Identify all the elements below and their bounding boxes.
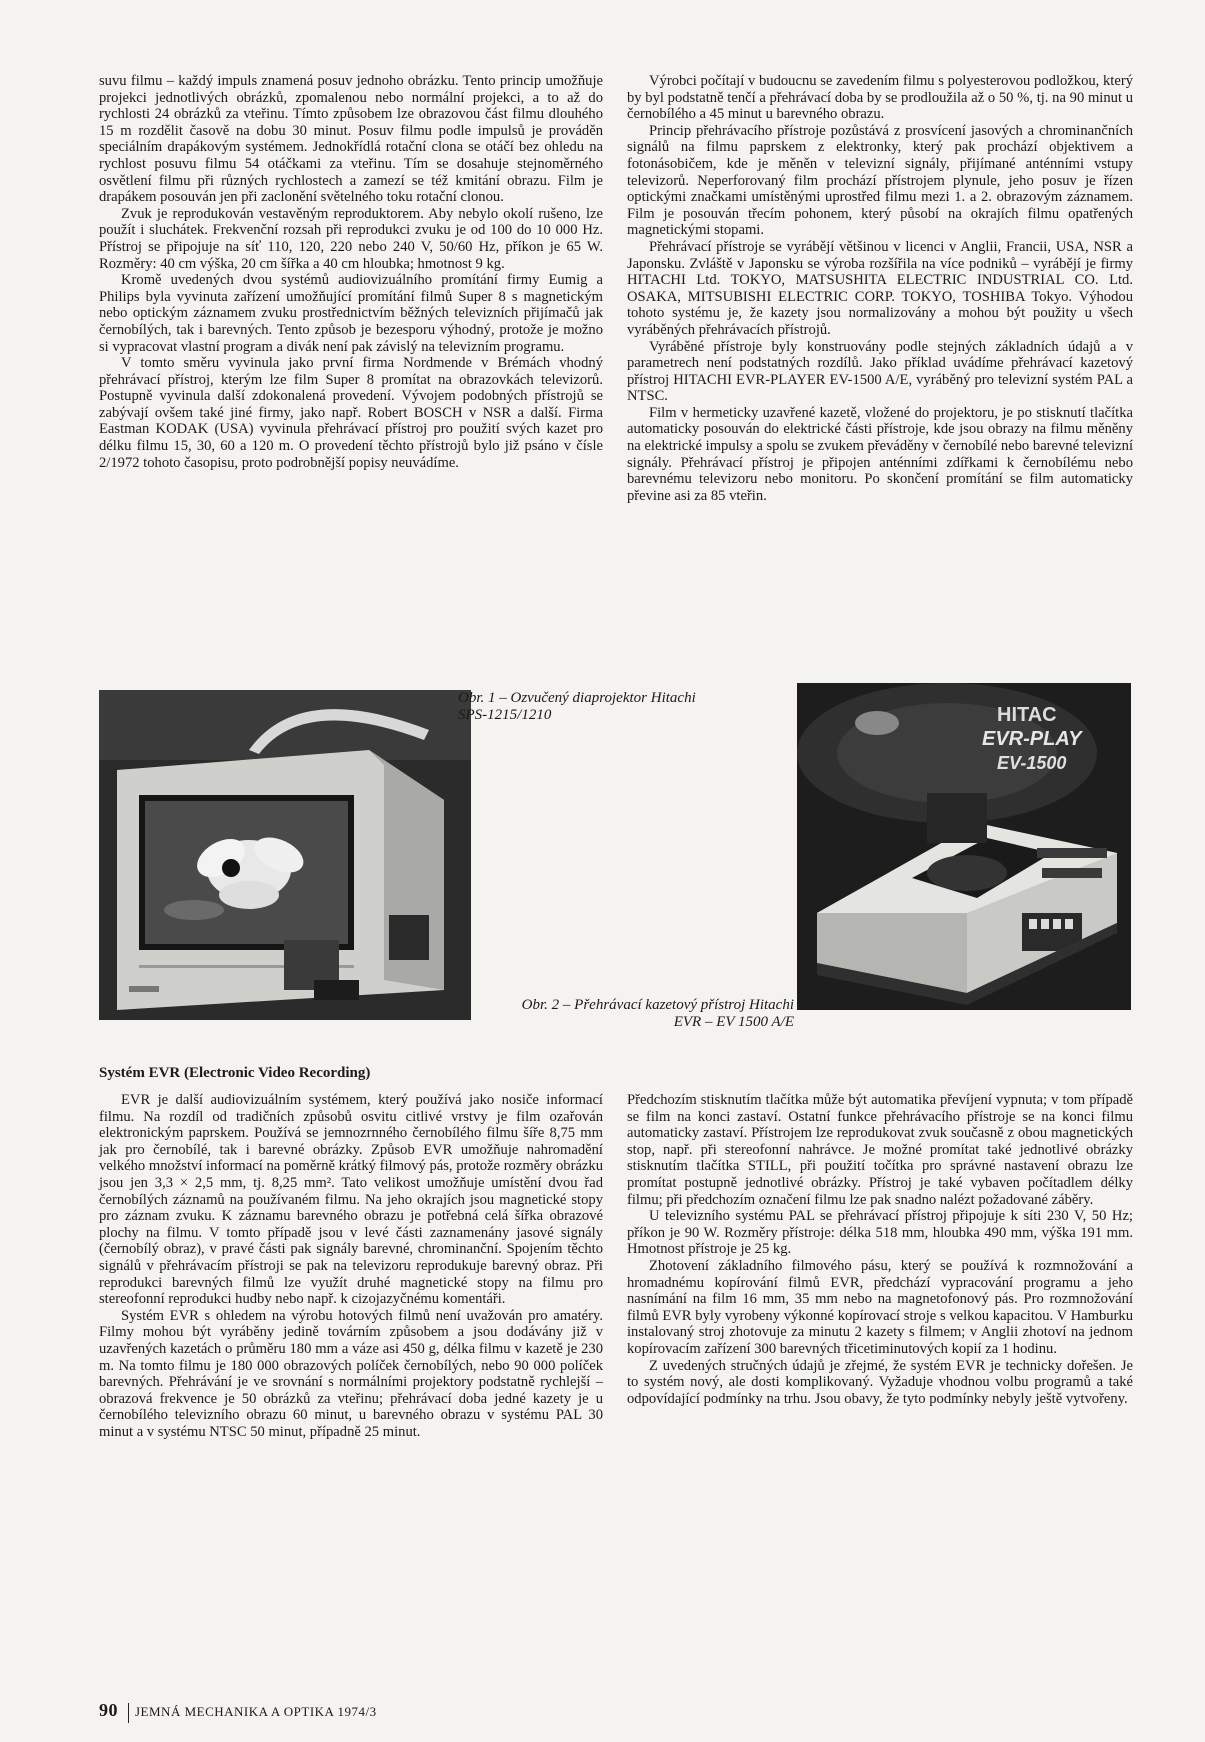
paragraph: Z uvedených stručných údajů je zřejmé, že systém EVR je technicky dořešen. Je to systém nový, ale dosti komplikovaný. Vyžaduje vhodnou volbu programů a také odpovídající podmínky na trhu. Jsou obavy, že tyto podmínky nebyly ještě vytvořeny. (627, 1357, 1133, 1407)
paragraph: Zhotovení základního filmového pásu, který se používá k rozmnožování a hromadnému kopírování filmů EVR, předchází vypracování programu a jeho nasnímání na film 16 mm, 35 mm nebo na magnetofonový pás. Pro rozmnožování filmů EVR byly vyrobeny výkonné kopírovací stroje s velkou kapacitou. V Hamburku instalovaný stroj zhotovuje za minutu 2 kazety s filmem; v Anglii zhotoví na jednom kopírovacím zařízení 300 barevných třicetiminutových kopií za 1 hodinu. (627, 1257, 1133, 1357)
paragraph: Systém EVR s ohledem na výrobu hotových filmů není uvažován pro amatéry. Filmy mohou být vyráběny jedině továrním způsobem a jsou dodávány již v uzavřených kazetách o průměru 180 mm a váze asi 450 g, délka filmu v kazetě je 230 m. Na tomto filmu je 180 000 obrazových políček černobílých, nebo 90 000 políček barevných. Přehrávání je ve srovnání s normálními projektory podstatně rychlejší – obrazová frekvence je 50 obrázků za vteřinu; přehrávací doba jedné kazety je u černobílého televizního obrazu 60 minut, u barevného obrazu v systému PAL 30 minut a v systému NTSC 50 minut, případně 25 minut. (99, 1307, 603, 1440)
text-column-bottom-right (627, 1092, 1133, 1407)
text-column-bottom-left (99, 1092, 603, 1440)
evr-player-illustration (797, 683, 1131, 1010)
page-number: 90 (99, 1700, 118, 1720)
journal-name: JEMNÁ MECHANIKA A OPTIKA 1974/3 (135, 1704, 377, 1719)
paragraph: Vyráběné přístroje byly konstruovány podle stejných základních údajů a v parametrech není podstatných rozdílů. Jako příklad uvádíme přehrávací kazetový přístroj HITACHI EVR-PLAYER EV-1500 A/E, vyráběný pro televizní systém PAL a NTSC. (627, 338, 1133, 405)
section-heading: Systém EVR (Electronic Video Recording) (99, 1065, 371, 1081)
paragraph: Kromě uvedených dvou systémů audiovizuálního promítání firmy Eumig a Philips byla vyvinuta zařízení umožňující promítání filmů Super 8 s magnetickým nebo optickým záznamem zvuku prostřednictvím běžných televizních přijímačů jak černobílých, tak i barevných. Tento způsob je bezesporu výhodný, protože je možno si vypracovat vlastní program a divák není pak závislý na televizním programu. (99, 272, 603, 355)
paragraph: EVR je další audiovizuálním systémem, který používá jako nosiče informací filmu. Na rozdíl od tradičních způsobů osvitu citlivé vrstvy je film ozařován elektronickým paprskem. Používá se jemnozrnného černobílého filmu šíře 8,75 mm jak pro černobílé, tak i barevné obrázky. Způsob EVR umožňuje nahromadění velkého množství informací na poměrně krátký filmový pás, protože rozměry obrázku jsou jen 3,3 × 2,5 mm, tj. 8,25 mm². Tato velikost umožňuje umístění dvou řad černobílých záznamů na používaném filmu. Na jeho okrajích jsou magnetické stopy pro záznam zvuku. K záznamu barevného obrazu je potřebná celá šířka obrazové plochy na filmu. V tomto případě jsou v levé části zaznamenány jasové signály (černobílý obraz), v pravé části pak signály barevné, chrominanční. Spojením těchto signálů v přehrávacím přístroji se pak na televizoru reprodukuje barevný obraz. Při reprodukci barevných filmů lze využít druhé magnetické stopy na filmu pro stereofonní reprodukci hudby nebo např. k cizojazyčnému komentáři. (99, 1092, 603, 1308)
paragraph: Výrobci počítají v budoucnu se zavedením filmu s polyesterovou podložkou, který by byl podstatně tenčí a přehrávací doba by se prodloužila až o 50 %, tj. na 90 minut u černobílého a 45 minut u barevného obrazu. (627, 73, 1133, 123)
figure-1-caption: Obr. 1 – Ozvučený diaprojektor Hitachi SPS-1215/1210 (458, 690, 696, 723)
footer-divider (128, 1703, 129, 1723)
cassette-brand-text: HITAC (997, 704, 1057, 726)
cassette-model-text: EVR-PLAY (982, 728, 1082, 750)
figure-1-photo (99, 690, 471, 1020)
text-column-top-left (99, 73, 603, 471)
paragraph: Přehrávací přístroje se vyrábějí většinou v licenci v Anglii, Francii, USA, NSR a Japonsku. Zvláště v Japonsku se výroba rozšířila na více podniků – vyrábějí je firmy HITACHI Ltd. TOKYO, MATSUSHITA ELECTRIC INDUSTRIAL CO. Ltd. OSAKA, MITSUBISHI ELECTRIC CORP. TOKYO, TOSHIBA Tokyo. Výhodou tohoto systému je, že kazety jsou normalizovány a mohou být použity u všech vyráběných přehrávacích přístrojů. (627, 238, 1133, 338)
cassette-number-text: EV-1500 (997, 753, 1067, 773)
paragraph: Předchozím stisknutím tlačítka může být automatika převíjení vypnuta; v tom případě se film na konci zastaví. Ostatní funkce přehrávacího přístroje se na konci filmu automaticky zastaví. Přístrojem lze reprodukovat zvuk současně z obou magnetických stop, např. při stereofonní nahrávce. Je možné promítat také jednotlivé obrázky stisknutím tlačítka STILL, při použití točítka pro správné nastavení obrazu lze promítat postupně jednotlivé obrázky. Přístroj je také vybaven počítadlem délky filmu; při předchozím označení filmu lze pak snadno nalézt požadované záběry. (627, 1092, 1133, 1208)
figure-2-photo (797, 683, 1131, 1010)
paragraph: Princip přehrávacího přístroje pozůstává z prosvícení jasových a chrominančních signálů na filmu paprskem z elektronky, který pak prochází objektivem a fotonásobičem, kde je měněn v televizní signály, přijímané anténními vstupy televizorů. Neperforovaný film prochází přístrojem plynule, jeho posuv je řízen optickými značkami umístěnými uprostřed filmu mezi 1. a 2. obrazovým záznamem. Film je posouván třecím pohonem, který působí na okrajích filmu opatřených magnetickými stopami. (627, 122, 1133, 239)
page-footer (99, 1700, 377, 1723)
paragraph: V tomto směru vyvinula jako první firma Nordmende v Brémách vhodný přehrávací přístroj, kterým lze film Super 8 promítat na obrazovkách televizorů. Postupně vyvinula další zdokonalená provedení. Vývojem podobných přístrojů se zabývají ovšem také jiné firmy, jako např. Robert BOSCH v NSR a další. Firma Eastman KODAK (USA) vyvinula přehrávací přístroj pro použití svých kazet pro délku filmu 15, 30, 60 a 120 m. O provedení těchto přístrojů bylo již psáno v čísle 2/1972 tohoto časopisu, proto podrobnější popisy neuvádíme. (99, 355, 603, 471)
paragraph: U televizního systému PAL se přehrávací přístroj připojuje k síti 230 V, 50 Hz; příkon je 90 W. Rozměry přístroje: délka 518 mm, hloubka 490 mm, výška 191 mm. Hmotnost přístroje je 25 kg. (627, 1208, 1133, 1258)
paragraph: Zvuk je reprodukován vestavěným reproduktorem. Aby nebylo okolí rušeno, lze použít i sluchátek. Frekvenční rozsah při reprodukci zvuku je od 100 do 10 000 Hz. Přístroj se připojuje na síť 110, 120, 220 nebo 240 V, 50/60 Hz, příkon je 65 W. Rozměry: 40 cm výška, 20 cm šířka a 40 cm hloubka; hmotnost 9 kg. (99, 205, 603, 272)
figure-2-caption: Obr. 2 – Přehrávací kazetový přístroj Hitachi EVR – EV 1500 A/E (521, 997, 794, 1030)
slide-projector-illustration (99, 690, 471, 1020)
paragraph: suvu filmu – každý impuls znamená posuv jednoho obrázku. Tento princip umožňuje projekci jednotlivých obrázků, zpomalenou nebo normální projekci, a to až do rychlosti 24 obrázků za vteřinu. Tímto způsobem lze obrazovou část filmu dlouhého 15 m rozdělit časově na dobu 30 minut. Posuv filmu podle impulsů je prováděn speciálním drapákovým systémem. Jednokřídlá rotační clona se otáčí bez ohledu na rychlost posuvu filmu 54 otáčkami za vteřinu. Tím se dosahuje stejnoměrného osvětlení filmu při různých rychlostech a zamezí se též kmitání obrazu. Film je drapákem posouván jen při zaclonění světelného toku rotační clonou. (99, 73, 603, 206)
text-column-top-right (627, 73, 1133, 504)
paragraph: Film v hermeticky uzavřené kazetě, vložené do projektoru, je po stisknutí tlačítka automaticky posouván do elektrické části přístroje, kde jsou obrazy na filmu měněny na elektrické impulsy a spolu se zvukem převáděny v černobílé nebo barevné televizní signály. Přehrávací přístroj je připojen anténními zdířkami k černobílému nebo barevnému televizoru nebo monitoru. Po skončení promítání se film automaticky převine asi za 85 vteřin. (627, 404, 1133, 504)
